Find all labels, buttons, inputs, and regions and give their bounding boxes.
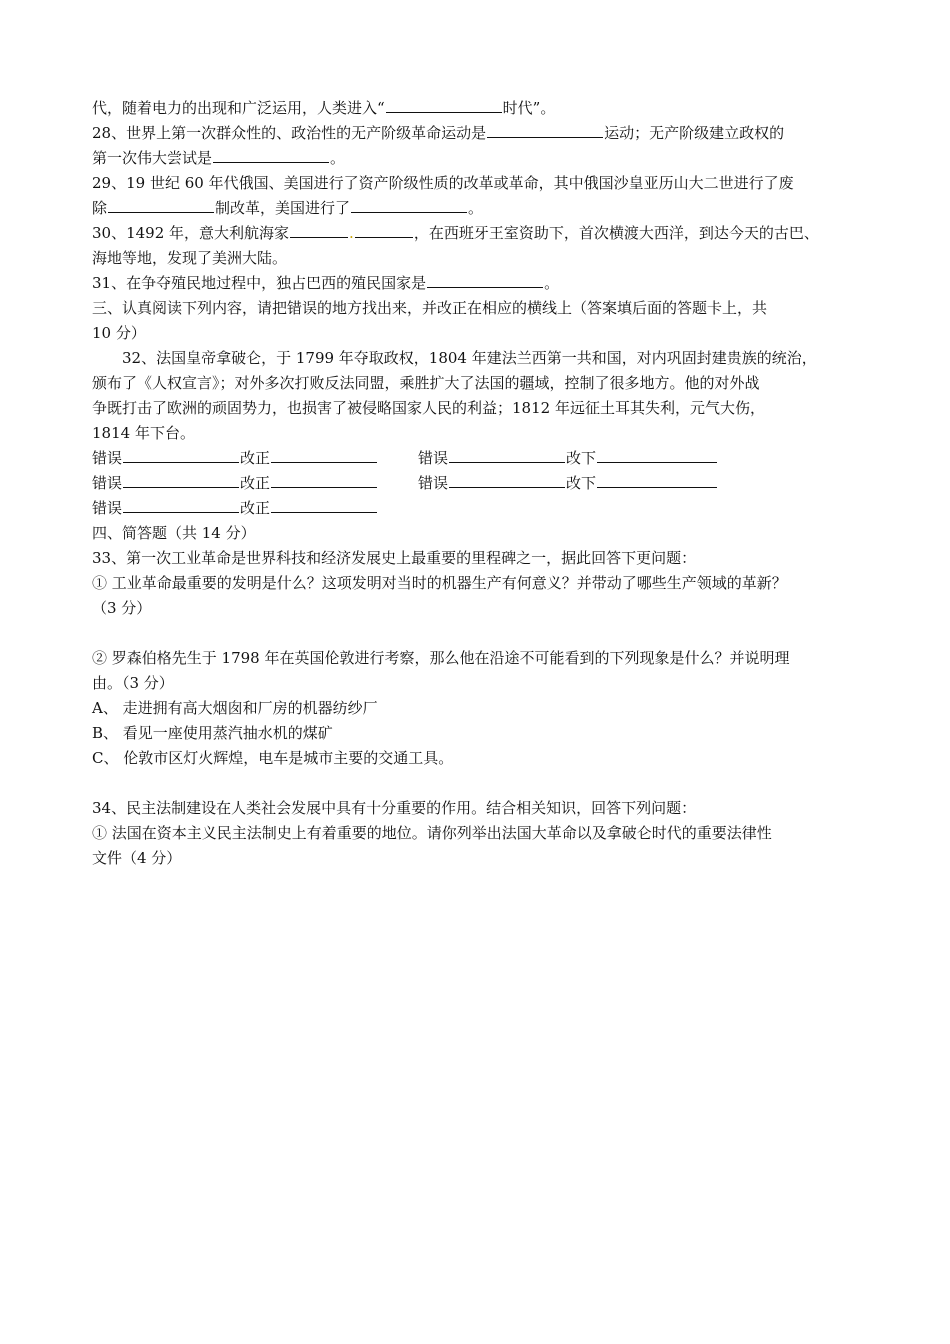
stray-dot: .: [349, 224, 354, 242]
error-blank[interactable]: [123, 447, 239, 463]
error-blank[interactable]: [123, 497, 239, 513]
answer-blank[interactable]: [213, 147, 329, 163]
fix-blank[interactable]: [271, 447, 377, 463]
answer-blank[interactable]: [108, 197, 214, 213]
answer-rows: [92, 446, 882, 521]
answer-blank[interactable]: [290, 222, 348, 238]
question-28: 28、世界上第一次群众性的、政治性的无产阶级革命运动是 运动；无产阶级建立政权的 第一次伟大尝试是 。: [92, 124, 785, 167]
exam-page: [92, 96, 882, 871]
answer-blank[interactable]: [427, 272, 543, 288]
error-blank[interactable]: [123, 472, 239, 488]
option-a: A、 走进拥有高大烟囱和厂房的机器纺纱厂: [92, 699, 378, 717]
question-34: 34、民主法制建设在人类社会发展中具有十分重要的作用。结合相关知识，回答下列问题： ① 法国在资本主义民主法制史上有着重要的地位。请你列举出法国大革命以及拿破仑时代的重要法律性 文件（4 分）: [92, 799, 772, 867]
answer-row: 错误 改正 错误 改下: [92, 471, 882, 496]
section-3-heading: 三、认真阅读下列内容，请把错误的地方找出来，并改正在相应的横线上（答案填后面的答题卡上，共 10 分）: [92, 299, 768, 342]
question-31: 31、在争夺殖民地过程中，独占巴西的殖民国家是 。: [92, 274, 560, 292]
option-c: C、 伦敦市区灯火辉煌，电车是城市主要的交通工具。: [92, 749, 454, 767]
question-33: 33、第一次工业革命是世界科技和经济发展史上最重要的里程碑之一，据此回答下更问题： ① 工业革命最重要的发明是什么？这项发明对当时的机器生产有何意义？并带动了哪些生产领域的革新？ （3 分） ② 罗森伯格先生于 1798 年在英国伦敦进行考察，那么他在沿途不可能看到的下列现象是什么？并说明理 由。（3 分） A、 走进拥有高大烟囱和厂房的机器纺纱厂 B、 看见一座使用蒸汽抽水机的煤矿 C、 伦敦市区灯火辉煌，电车是城市主要的交通工具。: [92, 546, 882, 771]
question-30: 30、1492 年，意大利航海家 . ，在西班牙王室资助下，首次横渡大西洋，到达今天的古巴、 海地等地，发现了美洲大陆。: [92, 224, 819, 267]
answer-row: 错误 改正 错误 改下: [92, 446, 882, 471]
answer-blank[interactable]: [355, 222, 413, 238]
error-blank[interactable]: [449, 472, 565, 488]
question-32: 32、法国皇帝拿破仑，于 1799 年夺取政权，1804 年建法兰西第一共和国，对内巩固封建贵族的统治， 颁布了《人权宣言》；对外多次打败反法同盟，乘胜扩大了法国的疆域，控制了很多地方。他的对外战 争既打击了欧洲的顽固势力，也损害了被侵略国家人民的利益；1812 年远征土耳其失利，元气大伤， 1814 年下台。: [92, 349, 817, 442]
section-4-heading: 四、简答题（共 14 分）: [92, 524, 256, 542]
answer-row: 错误 改正: [92, 496, 882, 521]
answer-blank[interactable]: [487, 122, 603, 138]
question-29: 29、19 世纪 60 年代俄国、美国进行了资产阶级性质的改革或革命，其中俄国沙皇亚历山大二世进行了废 除 制改革，美国进行了 。: [92, 174, 794, 217]
answer-blank[interactable]: [351, 197, 467, 213]
error-blank[interactable]: [449, 447, 565, 463]
option-b: B、 看见一座使用蒸汽抽水机的煤矿: [92, 724, 333, 742]
fix-blank[interactable]: [597, 447, 717, 463]
fix-blank[interactable]: [271, 472, 377, 488]
answer-blank[interactable]: [386, 97, 502, 113]
fix-blank[interactable]: [271, 497, 377, 513]
line-electric-era: 代，随着电力的出现和广泛运用，人类进入“ 时代”。: [92, 99, 556, 117]
fix-blank[interactable]: [597, 472, 717, 488]
